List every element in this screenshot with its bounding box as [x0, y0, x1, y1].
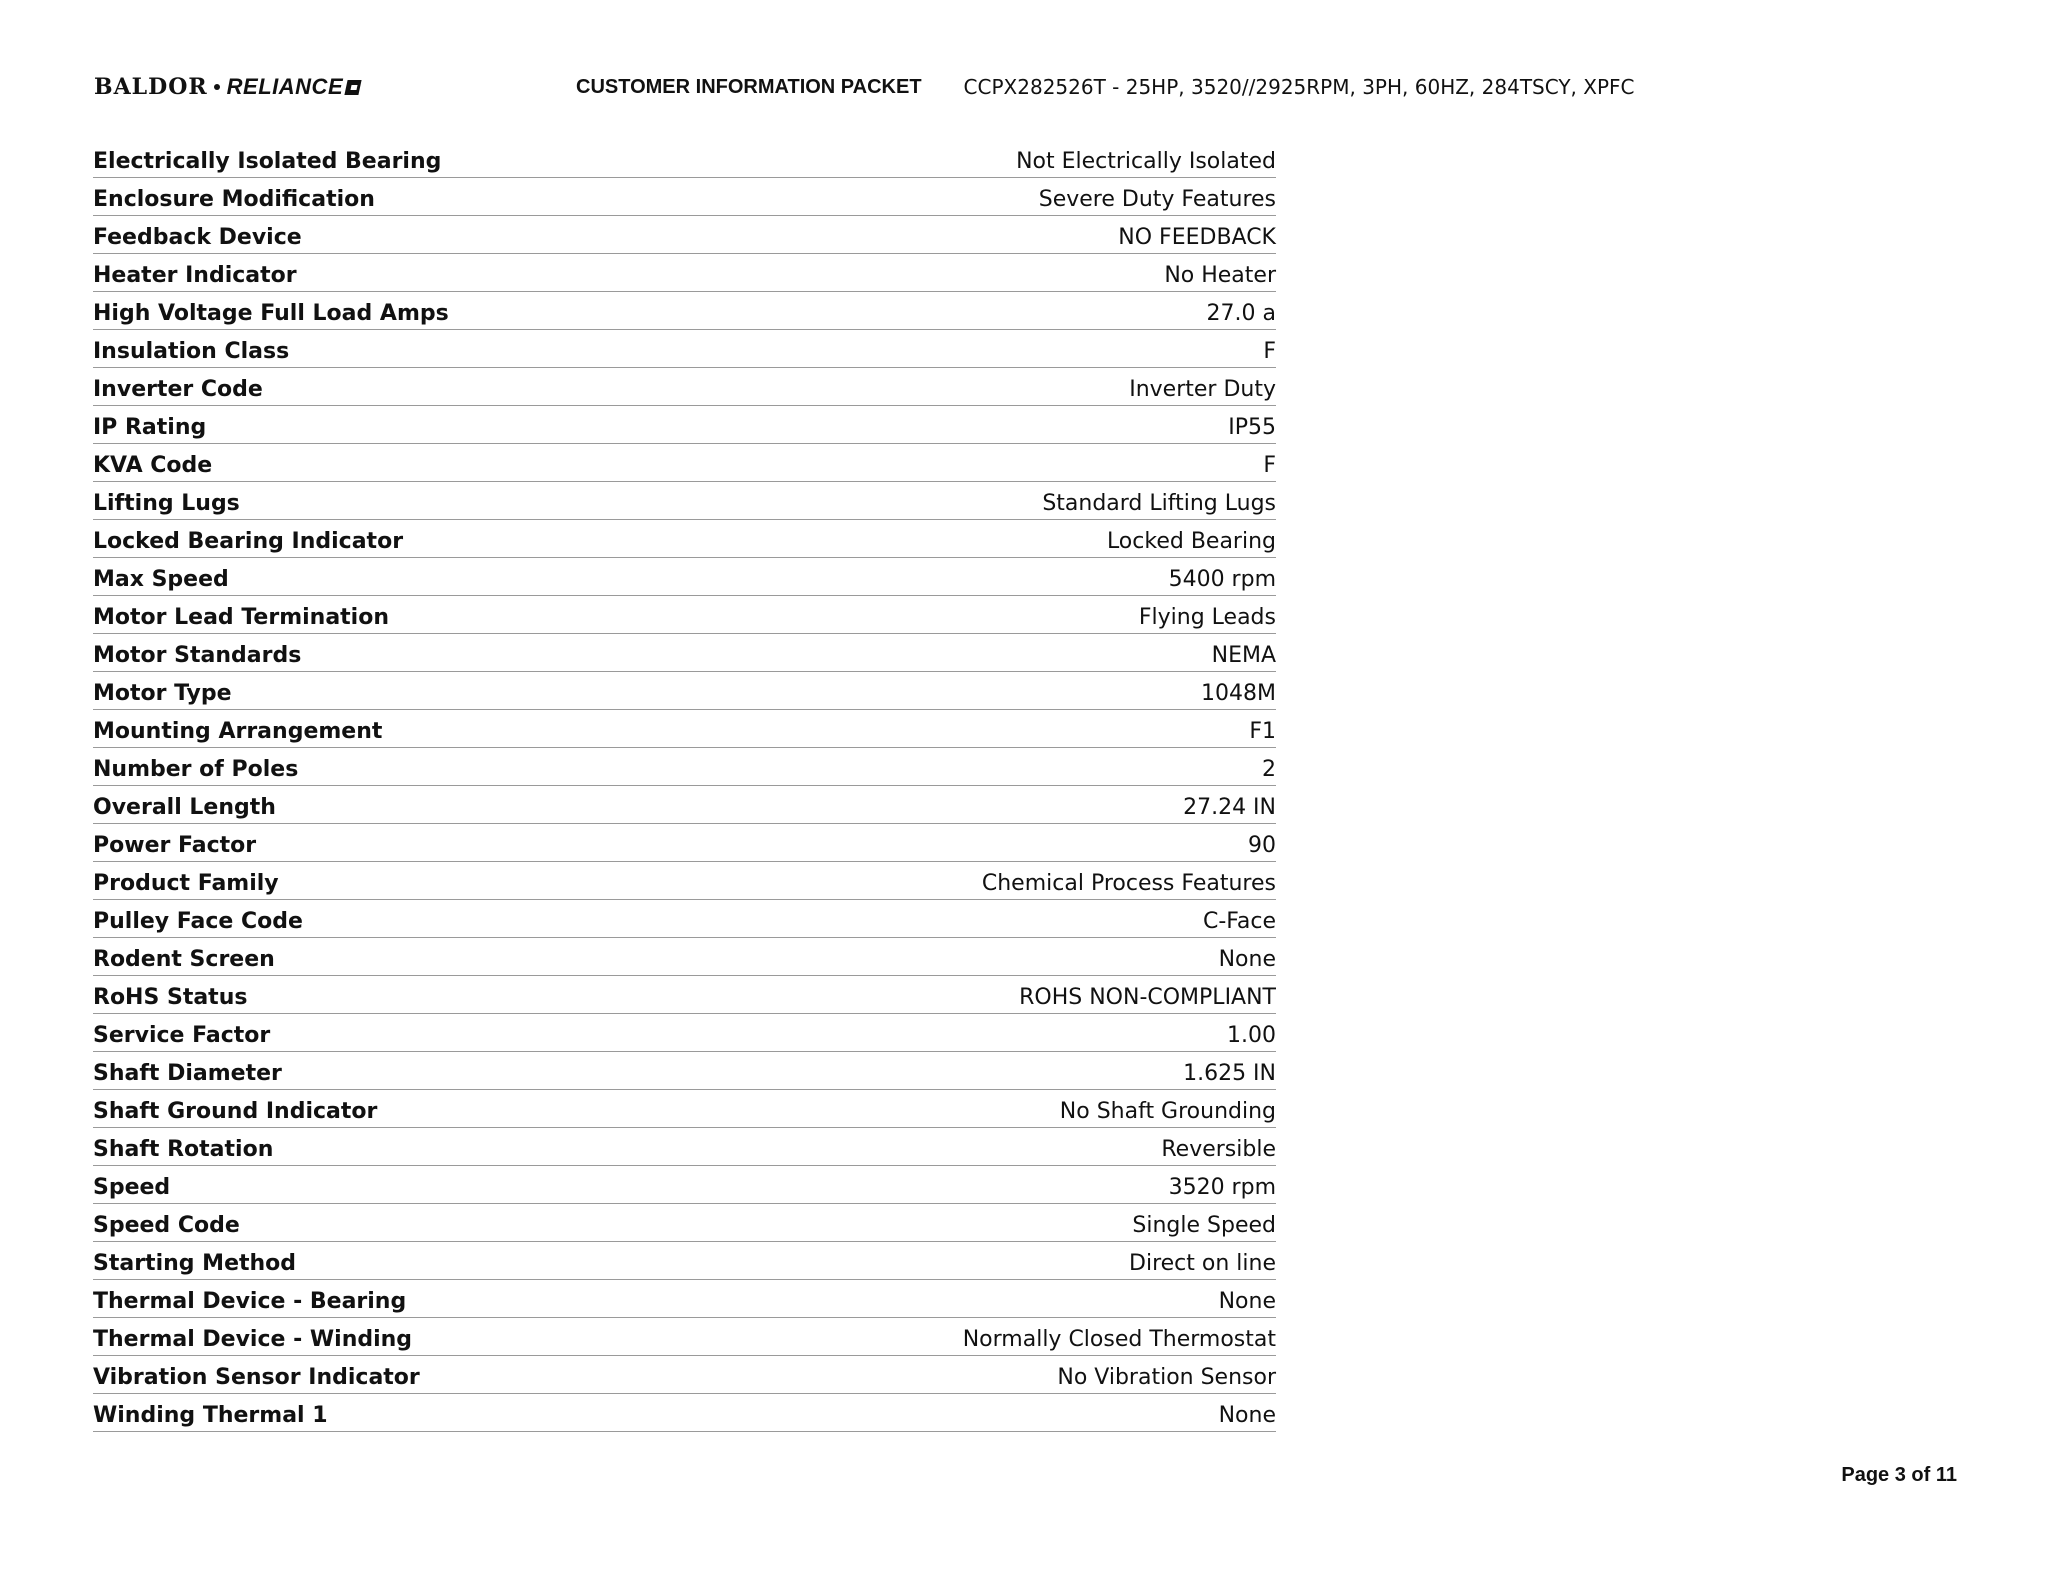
spec-value: None [1218, 1403, 1276, 1428]
spec-value: Direct on line [1129, 1251, 1276, 1276]
spec-label: RoHS Status [93, 985, 248, 1010]
spec-row [93, 1394, 1276, 1432]
spec-label: IP Rating [93, 415, 207, 440]
spec-value: 1.00 [1227, 1023, 1276, 1048]
spec-label: Pulley Face Code [93, 909, 303, 934]
baldor-reliance-logo [94, 72, 436, 102]
spec-row [93, 596, 1276, 634]
spec-label: Overall Length [93, 795, 276, 820]
spec-row [93, 786, 1276, 824]
spec-row [93, 672, 1276, 710]
spec-value: Single Speed [1132, 1213, 1276, 1238]
spec-value: Inverter Duty [1129, 377, 1276, 402]
spec-value: 2 [1262, 757, 1276, 782]
spec-label: Enclosure Modification [93, 187, 375, 212]
spec-row [93, 1166, 1276, 1204]
spec-row [93, 1242, 1276, 1280]
spec-label: Locked Bearing Indicator [93, 529, 404, 554]
spec-label: Motor Standards [93, 643, 302, 668]
spec-row [93, 292, 1276, 330]
spec-row [93, 1280, 1276, 1318]
spec-row [93, 330, 1276, 368]
logo-mark-icon [345, 80, 362, 95]
spec-label: Lifting Lugs [93, 491, 240, 516]
spec-label: KVA Code [93, 453, 213, 478]
logo-reliance-text: RELIANCE [226, 74, 344, 99]
spec-row [93, 558, 1276, 596]
product-description: CCPX282526T - 25HP, 3520//2925RPM, 3PH, 60HZ, 284TSCY, XPFC [963, 75, 1635, 99]
spec-table [93, 140, 1276, 1432]
spec-label: Winding Thermal 1 [93, 1403, 328, 1428]
spec-label: Inverter Code [93, 377, 263, 402]
spec-row [93, 824, 1276, 862]
spec-value: 5400 rpm [1168, 567, 1276, 592]
spec-label: Mounting Arrangement [93, 719, 383, 744]
spec-value: 90 [1248, 833, 1276, 858]
packet-title: CUSTOMER INFORMATION PACKET [576, 75, 922, 98]
spec-label: Motor Lead Termination [93, 605, 390, 630]
spec-value: F [1263, 453, 1276, 478]
spec-value: No Shaft Grounding [1059, 1099, 1276, 1124]
spec-label: Speed Code [93, 1213, 240, 1238]
spec-value: C-Face [1202, 909, 1276, 934]
spec-row [93, 1014, 1276, 1052]
spec-label: Feedback Device [93, 225, 302, 250]
spec-value: None [1218, 1289, 1276, 1314]
spec-label: Product Family [93, 871, 279, 896]
spec-value: 1.625 IN [1183, 1061, 1276, 1086]
spec-row [93, 1052, 1276, 1090]
spec-row [93, 444, 1276, 482]
spec-row [93, 1128, 1276, 1166]
spec-label: Shaft Diameter [93, 1061, 282, 1086]
spec-value: Locked Bearing [1106, 529, 1276, 554]
spec-row [93, 1356, 1276, 1394]
page-number: Page 3 of 11 [1841, 1464, 1957, 1486]
spec-value: 3520 rpm [1168, 1175, 1276, 1200]
spec-row [93, 406, 1276, 444]
spec-value: IP55 [1228, 415, 1276, 440]
spec-value: F1 [1249, 719, 1276, 744]
spec-value: No Vibration Sensor [1057, 1365, 1276, 1390]
spec-label: Rodent Screen [93, 947, 275, 972]
spec-label: Number of Poles [93, 757, 299, 782]
spec-label: High Voltage Full Load Amps [93, 301, 449, 326]
spec-row [93, 862, 1276, 900]
spec-value: Reversible [1161, 1137, 1276, 1162]
spec-value: Chemical Process Features [981, 871, 1276, 896]
spec-label: Electrically Isolated Bearing [93, 149, 442, 174]
spec-row [93, 900, 1276, 938]
spec-value: Flying Leads [1138, 605, 1276, 630]
spec-label: Vibration Sensor Indicator [93, 1365, 420, 1390]
spec-row [93, 710, 1276, 748]
spec-label: Speed [93, 1175, 171, 1200]
spec-row [93, 976, 1276, 1014]
spec-value: No Heater [1164, 263, 1276, 288]
spec-row [93, 254, 1276, 292]
spec-value: None [1218, 947, 1276, 972]
spec-value: Not Electrically Isolated [1016, 149, 1276, 174]
logo-dot-icon [214, 84, 220, 90]
spec-label: Insulation Class [93, 339, 290, 364]
spec-value: 1048M [1201, 681, 1276, 706]
spec-row [93, 482, 1276, 520]
spec-value: 27.0 a [1206, 301, 1276, 326]
spec-row [93, 748, 1276, 786]
spec-value: 27.24 IN [1183, 795, 1276, 820]
spec-label: Motor Type [93, 681, 232, 706]
spec-row [93, 520, 1276, 558]
spec-value: Severe Duty Features [1038, 187, 1276, 212]
spec-value: F [1263, 339, 1276, 364]
spec-value: Standard Lifting Lugs [1042, 491, 1276, 516]
spec-label: Thermal Device - Bearing [93, 1289, 407, 1314]
spec-label: Shaft Ground Indicator [93, 1099, 378, 1124]
spec-label: Shaft Rotation [93, 1137, 274, 1162]
spec-value: ROHS NON-COMPLIANT [1019, 985, 1276, 1010]
spec-row [93, 1318, 1276, 1356]
spec-value: Normally Closed Thermostat [962, 1327, 1276, 1352]
spec-label: Heater Indicator [93, 263, 297, 288]
spec-label: Starting Method [93, 1251, 297, 1276]
spec-value: NEMA [1211, 643, 1276, 668]
spec-row [93, 634, 1276, 672]
spec-row [93, 140, 1276, 178]
spec-label: Service Factor [93, 1023, 271, 1048]
spec-label: Max Speed [93, 567, 229, 592]
spec-label: Power Factor [93, 833, 257, 858]
spec-value: NO FEEDBACK [1118, 225, 1276, 250]
spec-row [93, 216, 1276, 254]
spec-row [93, 938, 1276, 976]
spec-label: Thermal Device - Winding [93, 1327, 413, 1352]
spec-row [93, 178, 1276, 216]
page-header [94, 72, 1635, 102]
logo-baldor-text: BALDOR [94, 74, 208, 100]
spec-row [93, 368, 1276, 406]
spec-row [93, 1090, 1276, 1128]
spec-row [93, 1204, 1276, 1242]
